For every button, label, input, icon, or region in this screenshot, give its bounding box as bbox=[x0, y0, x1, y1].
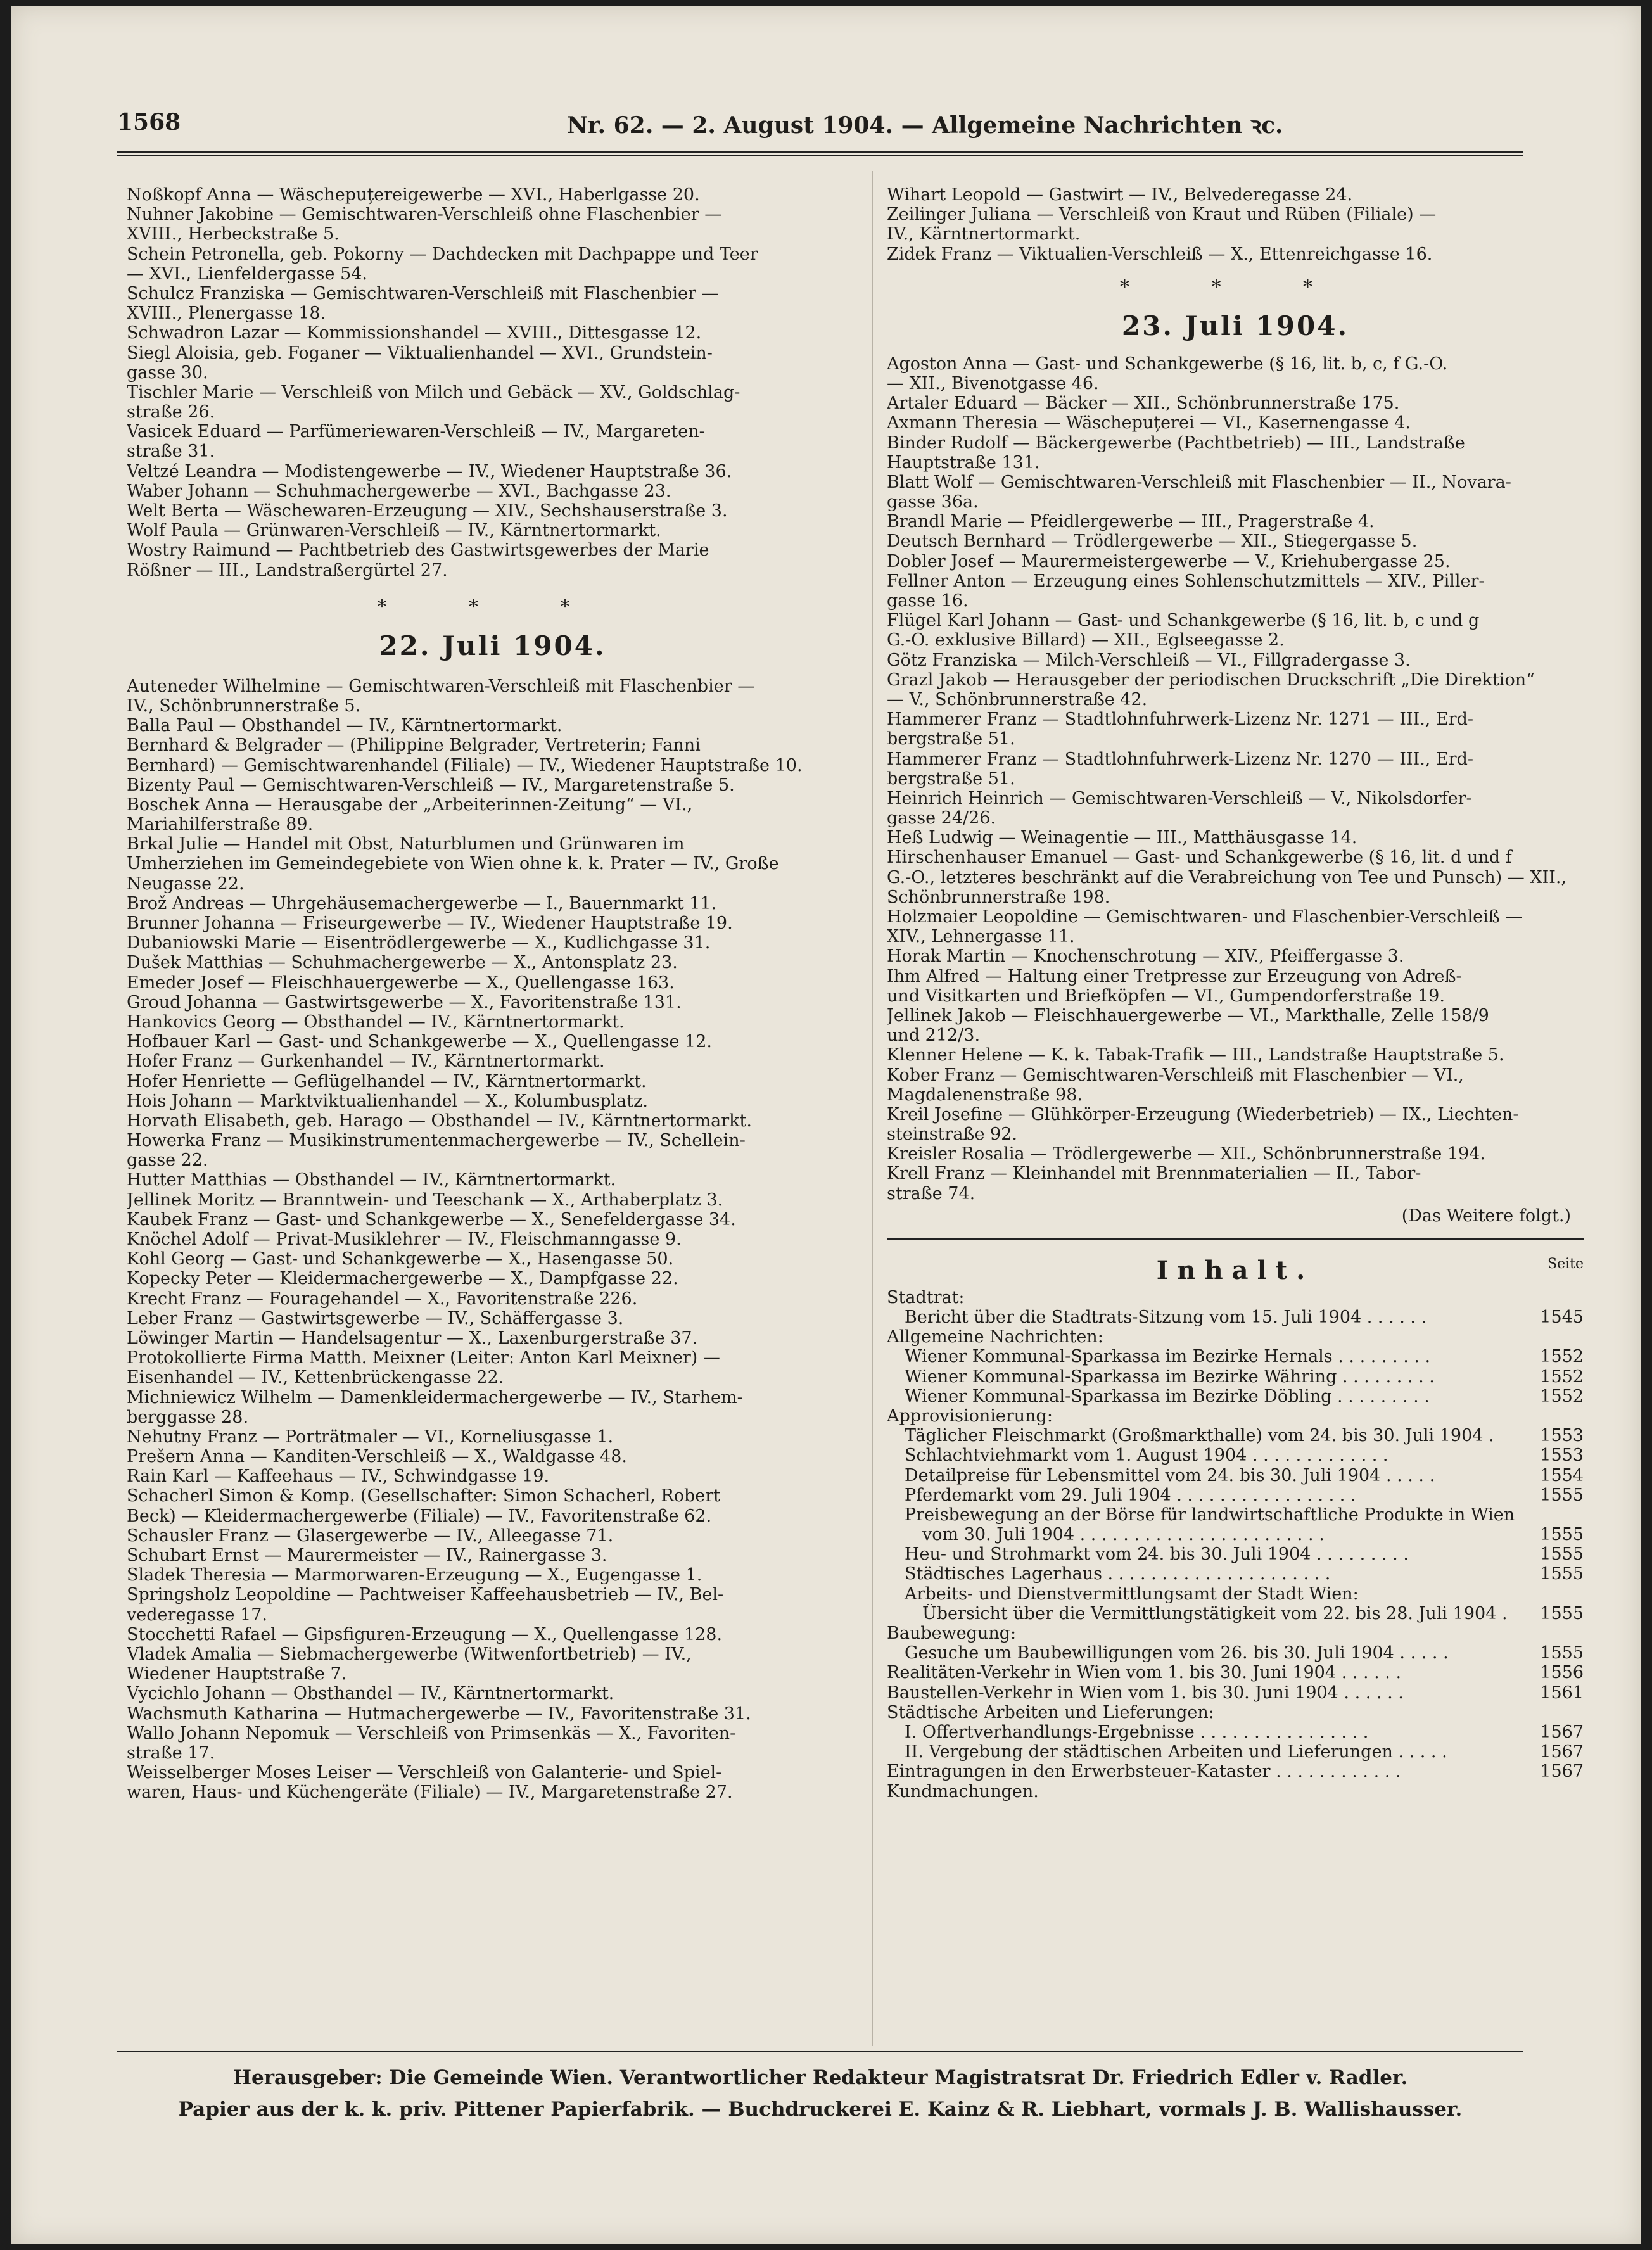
toc-entry bbox=[887, 1505, 1584, 1525]
entry-line: Waber Johann — Schuhmachergewerbe — XVI., Bachgasse 23. bbox=[127, 481, 671, 501]
toc-entry-page: 1567 bbox=[1540, 1742, 1584, 1762]
entry-line: gasse 30. bbox=[127, 362, 208, 383]
entry-line: gasse 24/26. bbox=[887, 808, 996, 829]
entry-line: Hirschenhauser Emanuel — Gast- und Schankgewerbe (§ 16, lit. d und f bbox=[887, 848, 1512, 868]
toc-entry-page: 1553 bbox=[1540, 1426, 1584, 1446]
toc-entry-title: Wiener Kommunal-Sparkassa im Bezirke Währing . . . . . . . . . bbox=[905, 1366, 1435, 1387]
entry-line: Wiedener Hauptstraße 7. bbox=[127, 1664, 347, 1684]
entry-line: Ihm Alfred — Haltung einer Tretpresse zur Erzeugung von Adreß- bbox=[887, 966, 1462, 986]
entry-line: Rain Karl — Kaffeehaus — IV., Schwindgasse 19. bbox=[127, 1466, 550, 1487]
entry-line: Schausler Franz — Glasergewerbe — IV., Alleegasse 71. bbox=[127, 1525, 614, 1546]
entry-line: Bernhard & Belgrader — (Philippine Belgrader, Vertreterin; Fanni bbox=[127, 735, 701, 756]
toc-entry bbox=[887, 1525, 1584, 1544]
entry-line: Brandl Marie — Pfeidlergewerbe — III., Pragerstraße 4. bbox=[887, 512, 1375, 532]
toc-entry-page bbox=[1523, 1584, 1584, 1604]
toc-entry-title: Städtische Arbeiten und Lieferungen: bbox=[887, 1702, 1214, 1722]
entry-line: Hauptstraße 131. bbox=[887, 452, 1040, 473]
entry-line: Hofbauer Karl — Gast- und Schankgewerbe — X., Quellengasse 12. bbox=[127, 1032, 712, 1052]
toc-entry-title: Wiener Kommunal-Sparkassa im Bezirke Hernals . . . . . . . . . bbox=[905, 1347, 1431, 1367]
toc-entry bbox=[887, 1544, 1584, 1564]
toc-entry-page: 1552 bbox=[1540, 1386, 1584, 1406]
toc-entry-page bbox=[1523, 1624, 1584, 1643]
entry-line: Hammerer Franz — Stadtlohnfuhrwerk-Lizenz Nr. 1270 — III., Erd- bbox=[887, 749, 1473, 769]
entry-line: Hutter Matthias — Obsthandel — IV., Kärntnertormarkt. bbox=[127, 1170, 616, 1190]
entry-line: gasse 16. bbox=[887, 591, 969, 611]
entry-line: straße 31. bbox=[127, 442, 215, 462]
toc-entry bbox=[887, 1426, 1584, 1446]
entry-line: Deutsch Bernhard — Trödlergewerbe — XII., Stiegergasse 5. bbox=[887, 531, 1418, 552]
toc-entry-page: 1561 bbox=[1540, 1682, 1584, 1703]
entry-line: Knöchel Adolf — Privat-Musiklehrer — IV., Fleischmanngasse 9. bbox=[127, 1230, 682, 1249]
entry-line: gasse 22. bbox=[127, 1150, 208, 1171]
toc-entry-page: 1552 bbox=[1540, 1366, 1584, 1387]
toc-entry-title: Schlachtviehmarkt vom 1. August 1904 . . . . . . . . . . . . . bbox=[905, 1446, 1388, 1466]
entry-line: Zidek Franz — Viktualien-Verschleiß — X., Ettenreichgasse 16. bbox=[887, 244, 1433, 264]
entry-line: straße 74. bbox=[887, 1183, 975, 1204]
toc-entry bbox=[887, 1762, 1584, 1781]
entry-line: Schacherl Simon & Komp. (Gesellschafter: Simon Schacherl, Robert bbox=[127, 1486, 720, 1506]
entry-line: Beck) — Kleidermachergewerbe (Filiale) — IV., Favoritenstraße 62. bbox=[127, 1506, 712, 1526]
toc-entry bbox=[887, 1406, 1584, 1426]
column-divider bbox=[872, 171, 873, 2046]
entry-line: Wolf Paula — Grünwaren-Verschleiß — IV., Kärntnertormarkt. bbox=[127, 521, 661, 541]
toc-entry bbox=[887, 1446, 1584, 1465]
entry-line: Schwadron Lazar — Kommissionshandel — XVIII., Dittesgasse 12. bbox=[127, 323, 702, 343]
entry-line: Horak Martin — Knochenschrotung — XIV., Pfeiffergasse 3. bbox=[887, 946, 1404, 967]
right-section-entries bbox=[887, 354, 1584, 1204]
entry-line: Vasicek Eduard — Parfümeriewaren-Verschleiß — IV., Margareten- bbox=[127, 422, 705, 442]
entry-line: Brkal Julie — Handel mit Obst, Naturblumen und Grünwaren im bbox=[127, 834, 685, 855]
entry-line: Jellinek Jakob — Fleischhauergewerbe — VI., Markthalle, Zelle 158/9 bbox=[887, 1005, 1489, 1026]
entry-line: bergstraße 51. bbox=[887, 729, 1015, 749]
entry-line: Wihart Leopold — Gastwirt — IV., Belvederegasse 24. bbox=[887, 185, 1353, 205]
toc-entry-title: Stadtrat: bbox=[887, 1287, 965, 1307]
toc-entry bbox=[887, 1782, 1584, 1802]
toc-entry-title: Eintragungen in den Erwerbsteuer-Kataster . . . . . . . . . . . . bbox=[887, 1762, 1401, 1782]
entry-line: Schulcz Franziska — Gemischtwaren-Verschleiß mit Flaschenbier — bbox=[127, 283, 719, 303]
spacer bbox=[127, 580, 858, 592]
toc-entry-page: 1545 bbox=[1540, 1307, 1584, 1327]
toc-entry-page bbox=[1523, 1782, 1584, 1802]
entry-line: Tischler Marie — Verschleiß von Milch und Gebäck — XV., Goldschlag- bbox=[127, 382, 740, 402]
entry-line: Kreisler Rosalia — Trödlergewerbe — XII., Schönbrunnerstraße 194. bbox=[887, 1144, 1485, 1164]
toc-entry-title: Baustellen-Verkehr in Wien vom 1. bis 30. Juni 1904 . . . . . . bbox=[887, 1682, 1404, 1703]
entry-line: Neugasse 22. bbox=[127, 874, 245, 894]
entry-line: Brož Andreas — Uhrgehäusemachergewerbe — I., Bauernmarkt 11. bbox=[127, 893, 717, 913]
entry-line: Brunner Johanna — Friseurgewerbe — IV., Wiedener Hauptstraße 19. bbox=[127, 913, 733, 933]
entry-line: gasse 36a. bbox=[887, 492, 979, 512]
entry-line: G.-O., letzteres beschränkt auf die Verabreichung von Tee und Punsch) — XII., bbox=[887, 867, 1567, 887]
entry-line: — XVI., Lienfeldergasse 54. bbox=[127, 264, 368, 284]
toc-entry-page: 1555 bbox=[1540, 1525, 1584, 1545]
toc-entry bbox=[887, 1485, 1584, 1505]
toc-entry bbox=[887, 1742, 1584, 1762]
entry-line: Umherziehen im Gemeindegebiete von Wien ohne k. k. Prater — IV., Große bbox=[127, 854, 779, 874]
toc-entry-title: Arbeits- und Dienstvermittlungsamt der Stadt Wien: bbox=[905, 1584, 1359, 1604]
entry-line: Blatt Wolf — Gemischtwaren-Verschleiß mit Flaschenbier — II., Novara- bbox=[887, 472, 1511, 492]
entry-line: Vycichlo Johann — Obsthandel — IV., Kärntnertormarkt. bbox=[127, 1684, 614, 1704]
entry-line: Löwinger Martin — Handelsagentur — X., Laxenburgerstraße 37. bbox=[127, 1328, 698, 1348]
toc-entry bbox=[887, 1624, 1584, 1643]
toc-entry-page: 1555 bbox=[1540, 1564, 1584, 1584]
entry-line: Nuhner Jakobine — Gemischtwaren-Verschleiß ohne Flaschenbier — bbox=[127, 205, 722, 225]
toc-entry-page bbox=[1523, 1327, 1584, 1347]
toc-entry-title: Kundmachungen. bbox=[887, 1781, 1039, 1802]
entry-line: XVIII., Plenergasse 18. bbox=[127, 303, 326, 324]
footer-rule bbox=[117, 2051, 1523, 2052]
entry-line: Howerka Franz — Musikinstrumentenmachergewerbe — IV., Schellein- bbox=[127, 1131, 746, 1151]
entry-line: Leber Franz — Gastwirtsgewerbe — IV., Schäffergasse 3. bbox=[127, 1308, 624, 1328]
toc-entry bbox=[887, 1663, 1584, 1682]
toc-entry-page: 1567 bbox=[1540, 1762, 1584, 1782]
entry-line: Boschek Anna — Herausgabe der „Arbeiterinnen-Zeitung“ — VI., bbox=[127, 794, 693, 815]
toc-entry-title: Bericht über die Stadtrats-Sitzung vom 15. Juli 1904 . . . . . . bbox=[905, 1307, 1427, 1327]
entry-line: Kaubek Franz — Gast- und Schankgewerbe — X., Senefeldergasse 34. bbox=[127, 1209, 736, 1230]
entry-line: vederegasse 17. bbox=[127, 1605, 267, 1625]
toc-entry-title: vom 30. Juli 1904 . . . . . . . . . . . . . . . . . . . . . . . bbox=[922, 1525, 1325, 1545]
entry-line: Schein Petronella, geb. Pokorny — Dachdecken mit Dachpappe und Teer bbox=[127, 244, 758, 264]
entry-line: Fellner Anton — Erzeugung eines Sohlenschutzmittels — XIV., Piller- bbox=[887, 571, 1485, 591]
left-intro-entries bbox=[127, 185, 858, 580]
right-column bbox=[887, 185, 1584, 1802]
entry-line: Balla Paul — Obsthandel — IV., Kärntnertormarkt. bbox=[127, 716, 562, 736]
header-rule bbox=[117, 151, 1523, 153]
entry-line: XVIII., Herbeckstraße 5. bbox=[127, 224, 340, 245]
entry-line: Krell Franz — Kleinhandel mit Brennmaterialien — II., Tabor- bbox=[887, 1164, 1421, 1184]
entry-line: Heinrich Heinrich — Gemischtwaren-Verschleiß — V., Nikolsdorfer- bbox=[887, 788, 1472, 808]
table-of-contents bbox=[887, 1254, 1584, 1802]
section-date-22-juli: 22. Juli 1904. bbox=[379, 630, 606, 661]
entry-line: Michniewicz Wilhelm — Damenkleidermachergewerbe — IV., Starhem- bbox=[127, 1387, 743, 1408]
header-rule-thin bbox=[117, 155, 1523, 156]
entry-line: Agoston Anna — Gast- und Schankgewerbe (§ 16, lit. b, c, f G.-O. bbox=[887, 353, 1448, 374]
issue-title: Nr. 62. — 2. August 1904. — Allgemeine Nachrichten ꝛc. bbox=[567, 112, 1283, 139]
entry-line: Sladek Theresia — Marmorwaren-Erzeugung — X., Eugengasse 1. bbox=[127, 1565, 702, 1586]
entry-line: und 212/3. bbox=[887, 1026, 981, 1046]
toc-entry-page: 1555 bbox=[1540, 1544, 1584, 1565]
entry-line: Emeder Josef — Fleischhauergewerbe — X., Quellengasse 163. bbox=[127, 972, 675, 993]
footer-printer: Papier aus der k. k. priv. Pittener Papierfabrik. — Buchdruckerei E. Kainz & R. Liebhart, vormals J. B. Wallishausser. bbox=[178, 2098, 1463, 2121]
entry-line: Krecht Franz — Fouragehandel — X., Favoritenstraße 226. bbox=[127, 1288, 638, 1309]
toc-entry-title: Täglicher Fleischmarkt (Großmarkthalle) vom 24. bis 30. Juli 1904 . bbox=[905, 1426, 1494, 1446]
entry-line: Prešern Anna — Kanditen-Verschleiß — X., Waldgasse 48. bbox=[127, 1447, 627, 1467]
entry-line: Klenner Helene — K. k. Tabak-Trafik — III., Landstraße Hauptstraße 5. bbox=[887, 1045, 1504, 1065]
section-stars: * * * bbox=[1119, 276, 1351, 298]
entry-line: Springsholz Leopoldine — Pachtweiser Kaffeehausbetrieb — IV., Bel- bbox=[127, 1585, 724, 1605]
toc-entry bbox=[887, 1703, 1584, 1722]
entry-line: Weisselberger Moses Leiser — Verschleiß von Galanterie- und Spiel- bbox=[127, 1763, 722, 1783]
entry-line: Horvath Elisabeth, geb. Harago — Obsthandel — IV., Kärntnertormarkt. bbox=[127, 1110, 752, 1131]
entry-line: Heß Ludwig — Weinagentie — III., Matthäusgasse 14. bbox=[887, 828, 1357, 848]
entry-line: Holzmaier Leopoldine — Gemischtwaren- und Flaschenbier-Verschleiß — bbox=[887, 907, 1523, 927]
entry-line: berggasse 28. bbox=[127, 1407, 249, 1427]
entry-line: Kopecky Peter — Kleidermachergewerbe — X., Dampfgasse 22. bbox=[127, 1269, 678, 1289]
left-section-entries bbox=[127, 677, 858, 1803]
entry-line: — XII., Bivenotgasse 46. bbox=[887, 373, 1099, 393]
toc-entry-page bbox=[1523, 1703, 1584, 1722]
entry-line: — V., Schönbrunnerstraße 42. bbox=[887, 689, 1148, 709]
toc-entry-page: 1554 bbox=[1540, 1465, 1584, 1485]
toc-rows bbox=[887, 1288, 1584, 1802]
toc-entry-title: Übersicht über die Vermittlungstätigkeit vom 22. bis 28. Juli 1904 . bbox=[922, 1603, 1508, 1624]
toc-entry-page bbox=[1523, 1288, 1584, 1307]
toc-entry bbox=[887, 1387, 1584, 1406]
entry-line: Noßkopf Anna — Wäschepuțereigewerbe — XVI., Haberlgasse 20. bbox=[127, 185, 700, 205]
toc-entry-page: 1556 bbox=[1540, 1663, 1584, 1683]
toc-entry-title: Gesuche um Baubewilligungen vom 26. bis 30. Juli 1904 . . . . . bbox=[905, 1643, 1449, 1663]
toc-page-label: Seite bbox=[1547, 1255, 1584, 1272]
entry-line: Welt Berta — Wäschewaren-Erzeugung — XIV., Sechshauserstraße 3. bbox=[127, 501, 728, 521]
entry-line: Stocchetti Rafael — Gipsfiguren-Erzeugung — X., Quellengasse 128. bbox=[127, 1624, 723, 1644]
toc-entry-title: Realitäten-Verkehr in Wien vom 1. bis 30. Juni 1904 . . . . . . bbox=[887, 1663, 1402, 1683]
entry-line: Schönbrunnerstraße 198. bbox=[887, 887, 1110, 907]
entry-line: bergstraße 51. bbox=[887, 768, 1015, 789]
toc-entry-title: II. Vergebung der städtischen Arbeiten und Lieferungen . . . . . bbox=[905, 1742, 1447, 1762]
entry-line: Wostry Raimund — Pachtbetrieb des Gastwirtsgewerbes der Marie bbox=[127, 540, 709, 561]
entry-line: Wallo Johann Nepomuk — Verschleiß von Primsenkäs — X., Favoriten- bbox=[127, 1723, 736, 1743]
entry-line: Artaler Eduard — Bäcker — XII., Schönbrunnerstraße 175. bbox=[887, 393, 1400, 414]
entry-line: Eisenhandel — IV., Kettenbrückengasse 22. bbox=[127, 1368, 504, 1388]
entry-line: straße 26. bbox=[127, 402, 215, 423]
toc-title: Inhalt. bbox=[1156, 1255, 1314, 1285]
entry-line: Mariahilferstraße 89. bbox=[127, 815, 314, 835]
entry-line: Veltzé Leandra — Modistengewerbe — IV., Wiedener Hauptstraße 36. bbox=[127, 461, 732, 481]
entry-line: Jellinek Moritz — Branntwein- und Teeschank — X., Arthaberplatz 3. bbox=[127, 1190, 723, 1210]
entry-line: Rößner — III., Landstraßergürtel 27. bbox=[127, 560, 448, 580]
toc-entry-page: 1555 bbox=[1540, 1603, 1584, 1624]
entry-line: Dobler Josef — Maurermeistergewerbe — V., Kriehubergasse 25. bbox=[887, 551, 1451, 571]
entry-line: Hofer Franz — Gurkenhandel — IV., Kärntnertormarkt. bbox=[127, 1052, 605, 1072]
spacer bbox=[127, 669, 858, 677]
toc-entry bbox=[887, 1327, 1584, 1347]
toc-entry-title: Preisbewegung an der Börse für landwirtschaftliche Produkte in Wien bbox=[905, 1504, 1515, 1525]
toc-entry-title: Allgemeine Nachrichten: bbox=[887, 1327, 1103, 1347]
entry-line: Kreil Josefine — Glühkörper-Erzeugung (Wiederbetrieb) — IX., Liechten- bbox=[887, 1104, 1519, 1124]
toc-entry-page bbox=[1523, 1505, 1584, 1525]
right-intro-entries bbox=[887, 185, 1584, 264]
toc-entry-title: Städtisches Lagerhaus . . . . . . . . . . . . . . . . . . . . . bbox=[905, 1564, 1331, 1584]
entry-line: Magdalenenstraße 98. bbox=[887, 1084, 1083, 1105]
entry-line: Zeilinger Juliana — Verschleiß von Kraut und Rüben (Filiale) — bbox=[887, 205, 1437, 225]
entry-line: Hankovics Georg — Obsthandel — IV., Kärntnertormarkt. bbox=[127, 1012, 625, 1032]
toc-entry-title: Approvisionierung: bbox=[887, 1406, 1053, 1426]
entry-line: G.-O. exklusive Billard) — XII., Eglseegasse 2. bbox=[887, 630, 1285, 651]
entry-line: Nehutny Franz — Porträtmaler — VI., Korneliusgasse 1. bbox=[127, 1427, 614, 1447]
page-number: 1568 bbox=[117, 109, 181, 136]
entry-line: Hofer Henriette — Geflügelhandel — IV., Kärntnertormarkt. bbox=[127, 1071, 647, 1091]
toc-entry-title: Heu- und Strohmarkt vom 24. bis 30. Juli 1904 . . . . . . . . . bbox=[905, 1544, 1409, 1565]
entry-line: Dubaniowski Marie — Eisentrödlergewerbe — X., Kudlichgasse 31. bbox=[127, 933, 711, 953]
toc-entry-title: Baubewegung: bbox=[887, 1624, 1017, 1643]
page-header bbox=[117, 109, 1523, 144]
toc-entry-title: Detailpreise für Lebensmittel vom 24. bis 30. Juli 1904 . . . . . bbox=[905, 1465, 1435, 1485]
entry-line: Bizenty Paul — Gemischtwaren-Verschleiß — IV., Margaretenstraße 5. bbox=[127, 775, 735, 795]
toc-entry-page: 1567 bbox=[1540, 1722, 1584, 1742]
entry-line: Schubart Ernst — Maurermeister — IV., Rainergasse 3. bbox=[127, 1546, 607, 1565]
entry-line: Axmann Theresia — Wäschepuțerei — VI., Kasernengasse 4. bbox=[887, 413, 1411, 433]
toc-entry-title: Wiener Kommunal-Sparkassa im Bezirke Döbling . . . . . . . . . bbox=[905, 1386, 1430, 1406]
toc-entry-page bbox=[1523, 1406, 1584, 1426]
spacer bbox=[887, 349, 1584, 354]
continued-note: (Das Weitere folgt.) bbox=[1401, 1205, 1571, 1226]
toc-entry bbox=[887, 1466, 1584, 1485]
entry-line: IV., Schönbrunnerstraße 5. bbox=[127, 696, 361, 716]
entry-line: Protokollierte Firma Matth. Meixner (Leiter: Anton Karl Meixner) — bbox=[127, 1348, 720, 1368]
toc-entry-page: 1553 bbox=[1540, 1446, 1584, 1466]
entry-line: steinstraße 92. bbox=[887, 1124, 1017, 1145]
toc-separator bbox=[887, 1238, 1584, 1240]
toc-entry bbox=[887, 1683, 1584, 1703]
entry-line: Hois Johann — Marktviktualienhandel — X., Kolumbusplatz. bbox=[127, 1091, 648, 1111]
entry-line: Vladek Amalia — Siebmachergewerbe (Witwenfortbetrieb) — IV., bbox=[127, 1644, 692, 1664]
entry-line: Groud Johanna — Gastwirtsgewerbe — X., Favoritenstraße 131. bbox=[127, 992, 682, 1012]
toc-entry bbox=[887, 1367, 1584, 1387]
toc-entry bbox=[887, 1604, 1584, 1624]
entry-line: Siegl Aloisia, geb. Foganer — Viktualienhandel — XVI., Grundstein- bbox=[127, 343, 713, 363]
toc-entry bbox=[887, 1722, 1584, 1742]
entry-line: Grazl Jakob — Herausgeber der periodischen Druckschrift „Die Direktion“ bbox=[887, 670, 1535, 690]
toc-entry-page: 1552 bbox=[1540, 1347, 1584, 1367]
toc-entry bbox=[887, 1564, 1584, 1584]
entry-line: Bernhard) — Gemischtwarenhandel (Filiale) — IV., Wiedener Hauptstraße 10. bbox=[127, 755, 803, 775]
entry-line: und Visitkarten und Briefköpfen — VI., Gumpendorferstraße 19. bbox=[887, 986, 1445, 1006]
entry-line: Götz Franziska — Milch-Verschleiß — VI., Fillgradergasse 3. bbox=[887, 650, 1411, 670]
left-column bbox=[127, 185, 858, 1802]
entry-line: waren, Haus- und Küchengeräte (Filiale) — IV., Margaretenstraße 27. bbox=[127, 1783, 733, 1803]
entry-line: Kohl Georg — Gast- und Schankgewerbe — X., Hasengasse 50. bbox=[127, 1249, 674, 1269]
toc-entry bbox=[887, 1307, 1584, 1327]
entry-line: Kober Franz — Gemischtwaren-Verschleiß mit Flaschenbier — VI., bbox=[887, 1065, 1464, 1085]
entry-line: Flügel Karl Johann — Gast- und Schankgewerbe (§ 16, lit. b, c und g bbox=[887, 611, 1480, 631]
spacer bbox=[887, 264, 1584, 272]
toc-entry-page: 1555 bbox=[1540, 1485, 1584, 1505]
toc-header bbox=[887, 1254, 1584, 1288]
toc-entry-page: 1555 bbox=[1540, 1643, 1584, 1663]
toc-entry-title: I. Offertverhandlungs-Ergebnisse . . . . . . . . . . . . . . . . bbox=[905, 1722, 1369, 1742]
entry-line: Wachsmuth Katharina — Hutmachergewerbe — IV., Favoritenstraße 31. bbox=[127, 1703, 751, 1724]
toc-entry-title: Pferdemarkt vom 29. Juli 1904 . . . . . . . . . . . . . . . . . bbox=[905, 1485, 1356, 1505]
entry-line: Dušek Matthias — Schuhmachergewerbe — X., Antonsplatz 23. bbox=[127, 953, 678, 973]
entry-line: Auteneder Wilhelmine — Gemischtwaren-Verschleiß mit Flaschenbier — bbox=[127, 676, 755, 696]
toc-entry bbox=[887, 1584, 1584, 1604]
entry-line: XIV., Lehnergasse 11. bbox=[887, 927, 1075, 947]
section-stars: * * * bbox=[377, 595, 608, 618]
toc-entry bbox=[887, 1288, 1584, 1307]
entry-line: Hammerer Franz — Stadtlohnfuhrwerk-Lizenz Nr. 1271 — III., Erd- bbox=[887, 709, 1473, 730]
entry-line: Binder Rudolf — Bäckergewerbe (Pachtbetrieb) — III., Landstraße bbox=[887, 433, 1465, 453]
toc-entry bbox=[887, 1643, 1584, 1663]
entry-line: IV., Kärntnertormarkt. bbox=[887, 224, 1081, 245]
toc-entry bbox=[887, 1347, 1584, 1366]
section-date-23-juli: 23. Juli 1904. bbox=[1121, 310, 1349, 341]
footer-publisher: Herausgeber: Die Gemeinde Wien. Verantwortlicher Redakteur Magistratsrat Dr. Friedrich Edler v. Radler. bbox=[232, 2066, 1408, 2089]
entry-line: straße 17. bbox=[127, 1743, 215, 1763]
